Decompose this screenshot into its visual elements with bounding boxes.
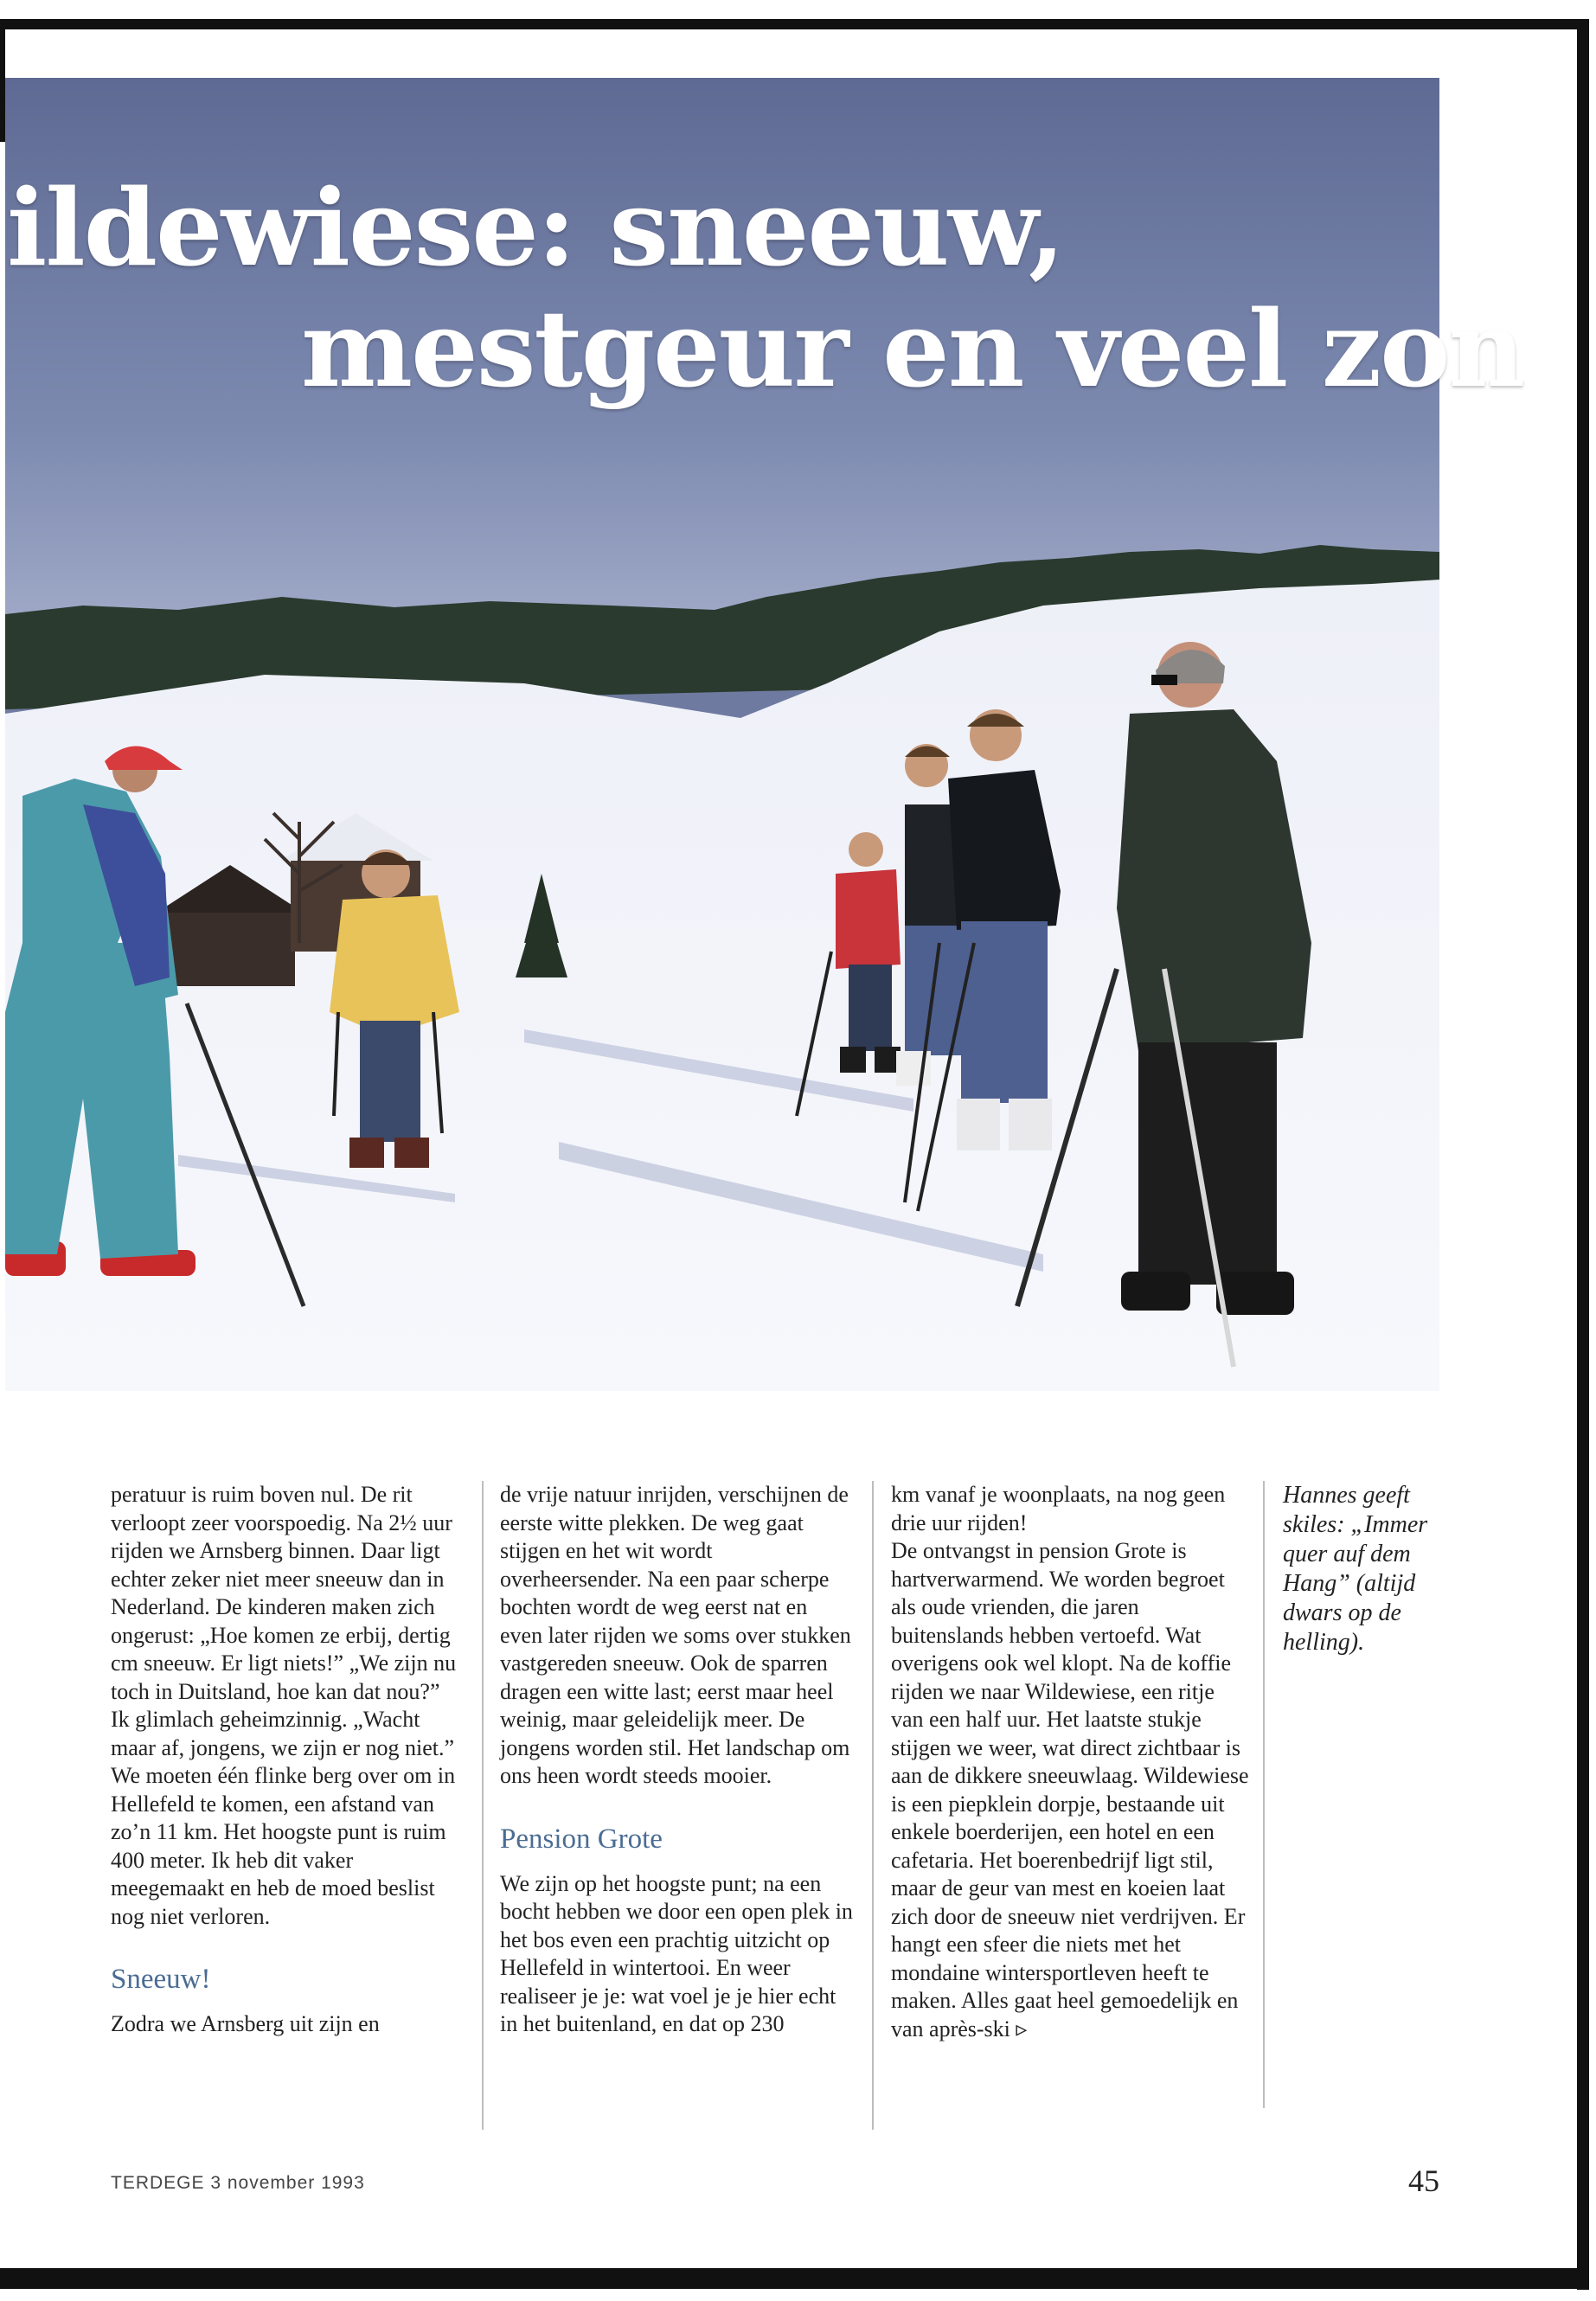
column-2-paragraph-1: de vrije natuur inrijden, verschijnen de eerste witte plekken. De weg gaat stijgen en het wit wordt overheersender. Na een paar scherpe bochten wordt de weg eerst nat en even later rijden we soms over stukken vastgereden sneeuw. Ook de sparren dragen een witte last; eerst maar heel weinig, maar geleidelijk meer. De jongens worden stil. Het landschap om ons heen wordt steeds mooier. (500, 1482, 851, 1788)
article-column-3 (891, 1481, 1250, 2043)
headline-line-1: ildewiese: sneeuw, (7, 165, 1064, 290)
photo-caption: Hannes geeft skiles: „Immer quer auf dem Hang” (altijd dwars op de helling). (1283, 1482, 1428, 1656)
footer-publication: TERDEGE 3 november 1993 (111, 2173, 365, 2193)
page-number: 45 (1408, 2163, 1439, 2198)
frame-top-border (0, 19, 1587, 29)
headline-line-2: mestgeur en veel zon (301, 286, 1524, 411)
column-3-paragraph-1: km vanaf je woonplaats, na nog geen drie uur rijden! (891, 1482, 1226, 1535)
column-2-paragraph-2: We zijn op het hoogste punt; na een bocht hebben we door een open plek in het bos even een prachtig uitzicht op Hellefeld in wintertooi. En weer realiseer je je: wat voel je je hier echt in het buitenland, en dat op 230 (500, 1870, 853, 2036)
column-3-paragraph-2: De ontvangst in pension Grote is hartverwarmend. We worden begroet als oude vrienden, die jaren buitenslands hebben vertoefd. Wat overigens ook wel klopt. Na de koffie rijden we naar Wildewiese, een ritje van een half uur. Het laatste stukje stijgen we weer, wat direct zichtbaar is aan de dikkere sneeuwlaag. Wildewiese is een piepklein dorpje, bestaande uit enkele boerderijen, een hotel en een cafetaria. Het boerenbedrijf ligt stil, maar de geur van mest en koeien laat zich door de sneeuw niet verdrijven. Er hangt een sfeer die niets met het mondaine wintersportleven heeft te maken. Alles gaat heel gemoedelijk en van après-ski ▹ (891, 1538, 1249, 2041)
column-divider-1 (482, 1481, 484, 2130)
article-column-2 (500, 1481, 855, 2039)
subhead-sneeuw: Sneeuw! (111, 1964, 211, 1995)
column-divider-3 (1263, 1481, 1265, 2108)
column-1-paragraph-2: Zodra we Arnsberg uit zijn en (111, 2011, 380, 2036)
article-column-1 (111, 1481, 457, 2039)
subhead-pension-grote: Pension Grote (500, 1823, 663, 1855)
frame-right-border (1577, 19, 1589, 2290)
column-1-paragraph-1: peratuur is ruim boven nul. De rit verloopt zeer voorspoedig. Na 2½ uur rijden we Arnsberg binnen. Daar ligt echter zeker niet meer sneeuw dan in Nederland. De kinderen maken zich ongerust: „Hoe komen ze erbij, dertig cm sneeuw. Er ligt niets!” „We zijn nu toch in Duitsland, hoe kan dat nou?” Ik glimlach geheimzinnig. „Wacht maar af, jongens, we zijn er nog niet.” We moeten één flinke berg over om in Hellefeld te komen, een afstand van zo’n 11 km. Het hoogste punt is ruim 400 meter. Ik heb dit vaker meegemaakt en heb de moed beslist nog niet verloren. (111, 1482, 457, 1929)
frame-bottom-border (0, 2268, 1587, 2289)
column-divider-2 (872, 1481, 874, 2130)
